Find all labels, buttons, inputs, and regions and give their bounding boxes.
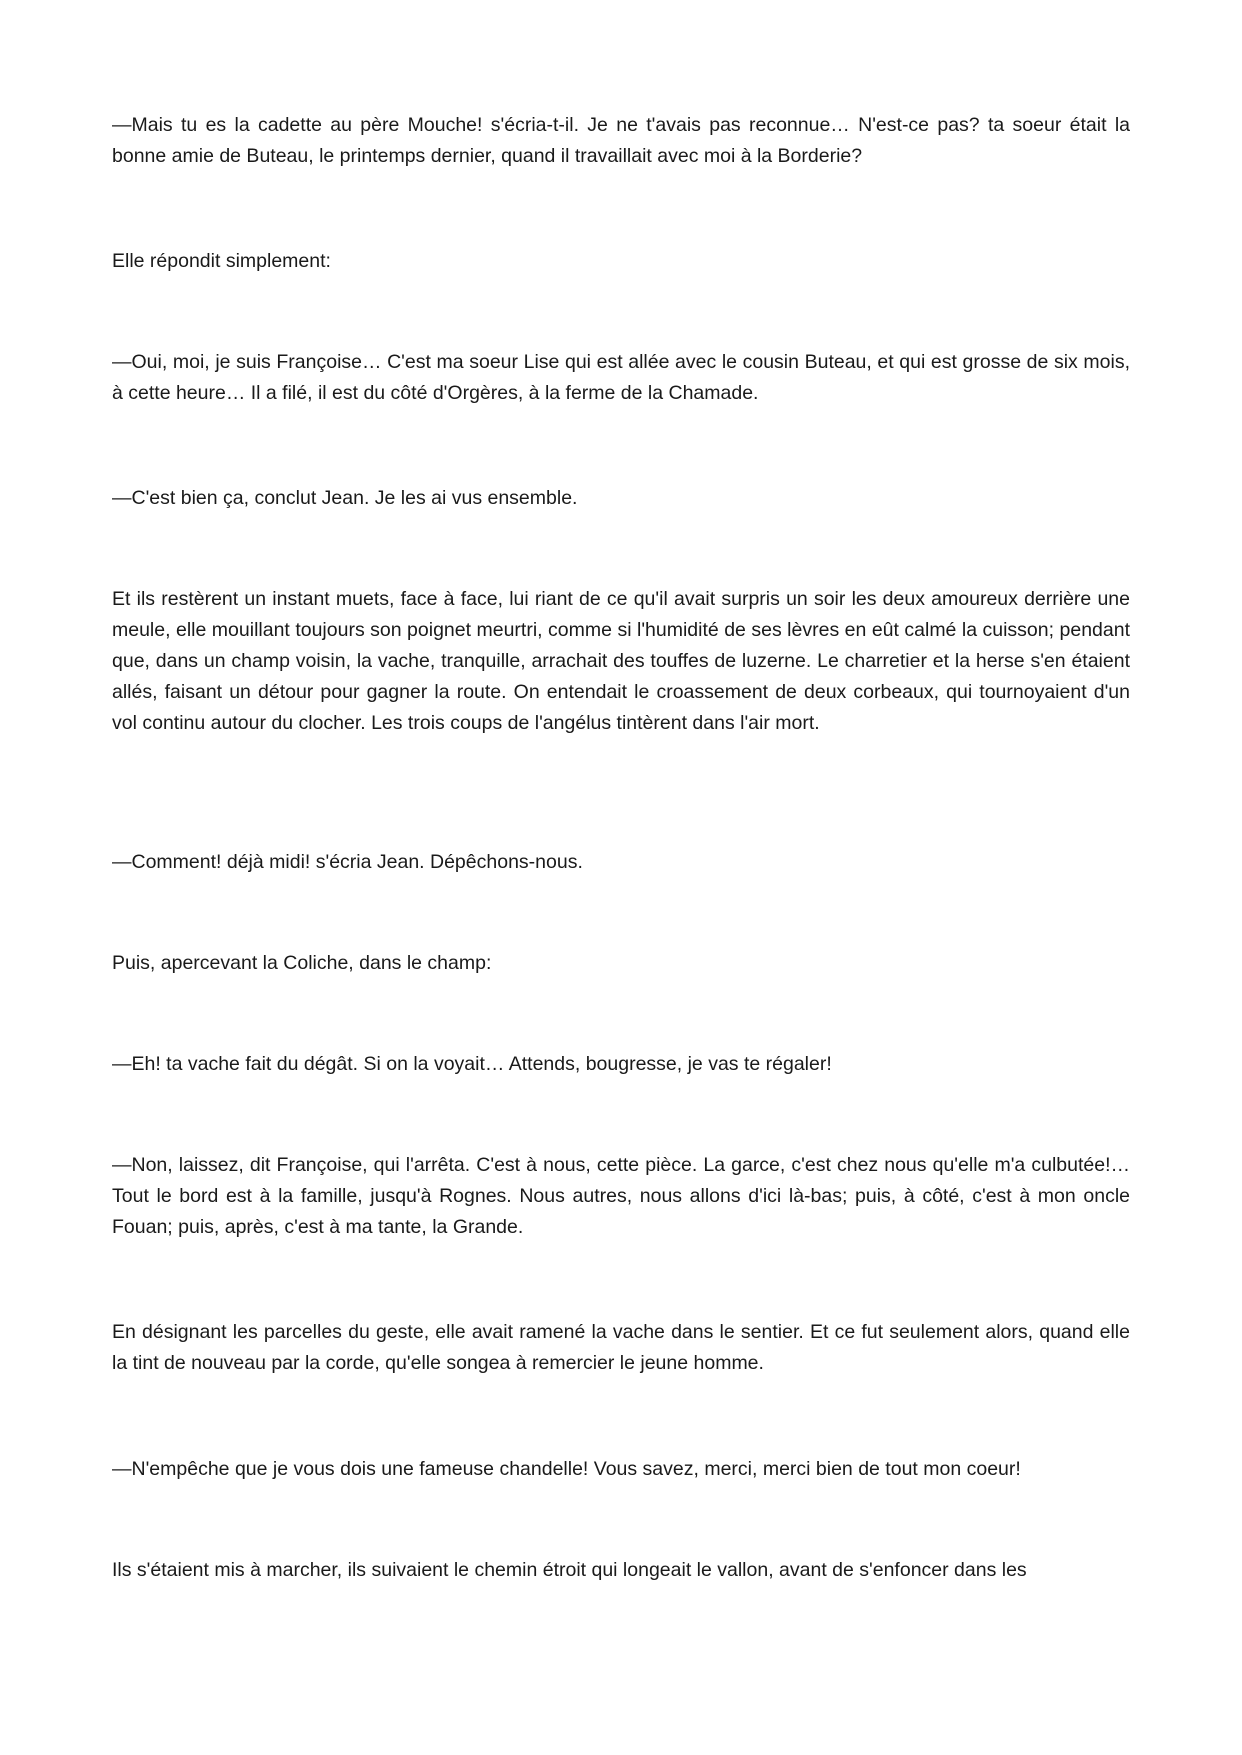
paragraph: —Mais tu es la cadette au père Mouche! s'écria-t-il. Je ne t'avais pas reconnue… N'est-ce pas? ta soeur était la bonne amie de Buteau, le printemps dernier, quand il travaillait avec moi à la Borderie? (112, 114, 1130, 167)
paragraph: —C'est bien ça, conclut Jean. Je les ai vus ensemble. (112, 487, 578, 509)
paragraph: Elle répondit simplement: (112, 250, 331, 272)
paragraph: En désignant les parcelles du geste, elle avait ramené la vache dans le sentier. Et ce fut seulement alors, quand elle la tint de nouveau par la corde, qu'elle songea à remercier le jeune homme. (112, 1321, 1130, 1374)
paragraph: —N'empêche que je vous dois une fameuse chandelle! Vous savez, merci, merci bien de tout mon coeur! (112, 1458, 1021, 1480)
paragraph: —Oui, moi, je suis Françoise… C'est ma soeur Lise qui est allée avec le cousin Buteau, et qui est grosse de six mois, à cette heure… Il a filé, il est du côté d'Orgères, à la ferme de la Chamade. (112, 351, 1130, 404)
paragraph: Et ils restèrent un instant muets, face à face, lui riant de ce qu'il avait surpris un soir les deux amoureux derrière une meule, elle mouillant toujours son poignet meurtri, comme si l'humidité de ses lèvres en eût calmé la cuisson; pendant que, dans un champ voisin, la vache, tranquille, arrachait des touffes de luzerne. Le charretier et la herse s'en étaient allés, faisant un détour pour gagner la route. On entendait le croassement de deux corbeaux, qui tournoyaient d'un vol continu autour du clocher. Les trois coups de l'angélus tintèrent dans l'air mort. (112, 588, 1130, 734)
paragraph: —Comment! déjà midi! s'écria Jean. Dépêchons-nous. (112, 851, 583, 873)
paragraph-last: Ils s'étaient mis à marcher, ils suivaient le chemin étroit qui longeait le vallon, avant de s'enfoncer dans les (112, 1559, 1027, 1581)
paragraph: —Non, laissez, dit Françoise, qui l'arrêta. C'est à nous, cette pièce. La garce, c'est chez nous qu'elle m'a culbutée!… Tout le bord est à la famille, jusqu'à Rognes. Nous autres, nous allons d'ici là-bas; puis, à côté, c'est à mon oncle Fouan; puis, après, c'est à ma tante, la Grande. (112, 1154, 1130, 1238)
paragraph: Puis, apercevant la Coliche, dans le champ: (112, 952, 492, 974)
paragraph: —Eh! ta vache fait du dégât. Si on la voyait… Attends, bougresse, je vas te régaler! (112, 1053, 832, 1075)
